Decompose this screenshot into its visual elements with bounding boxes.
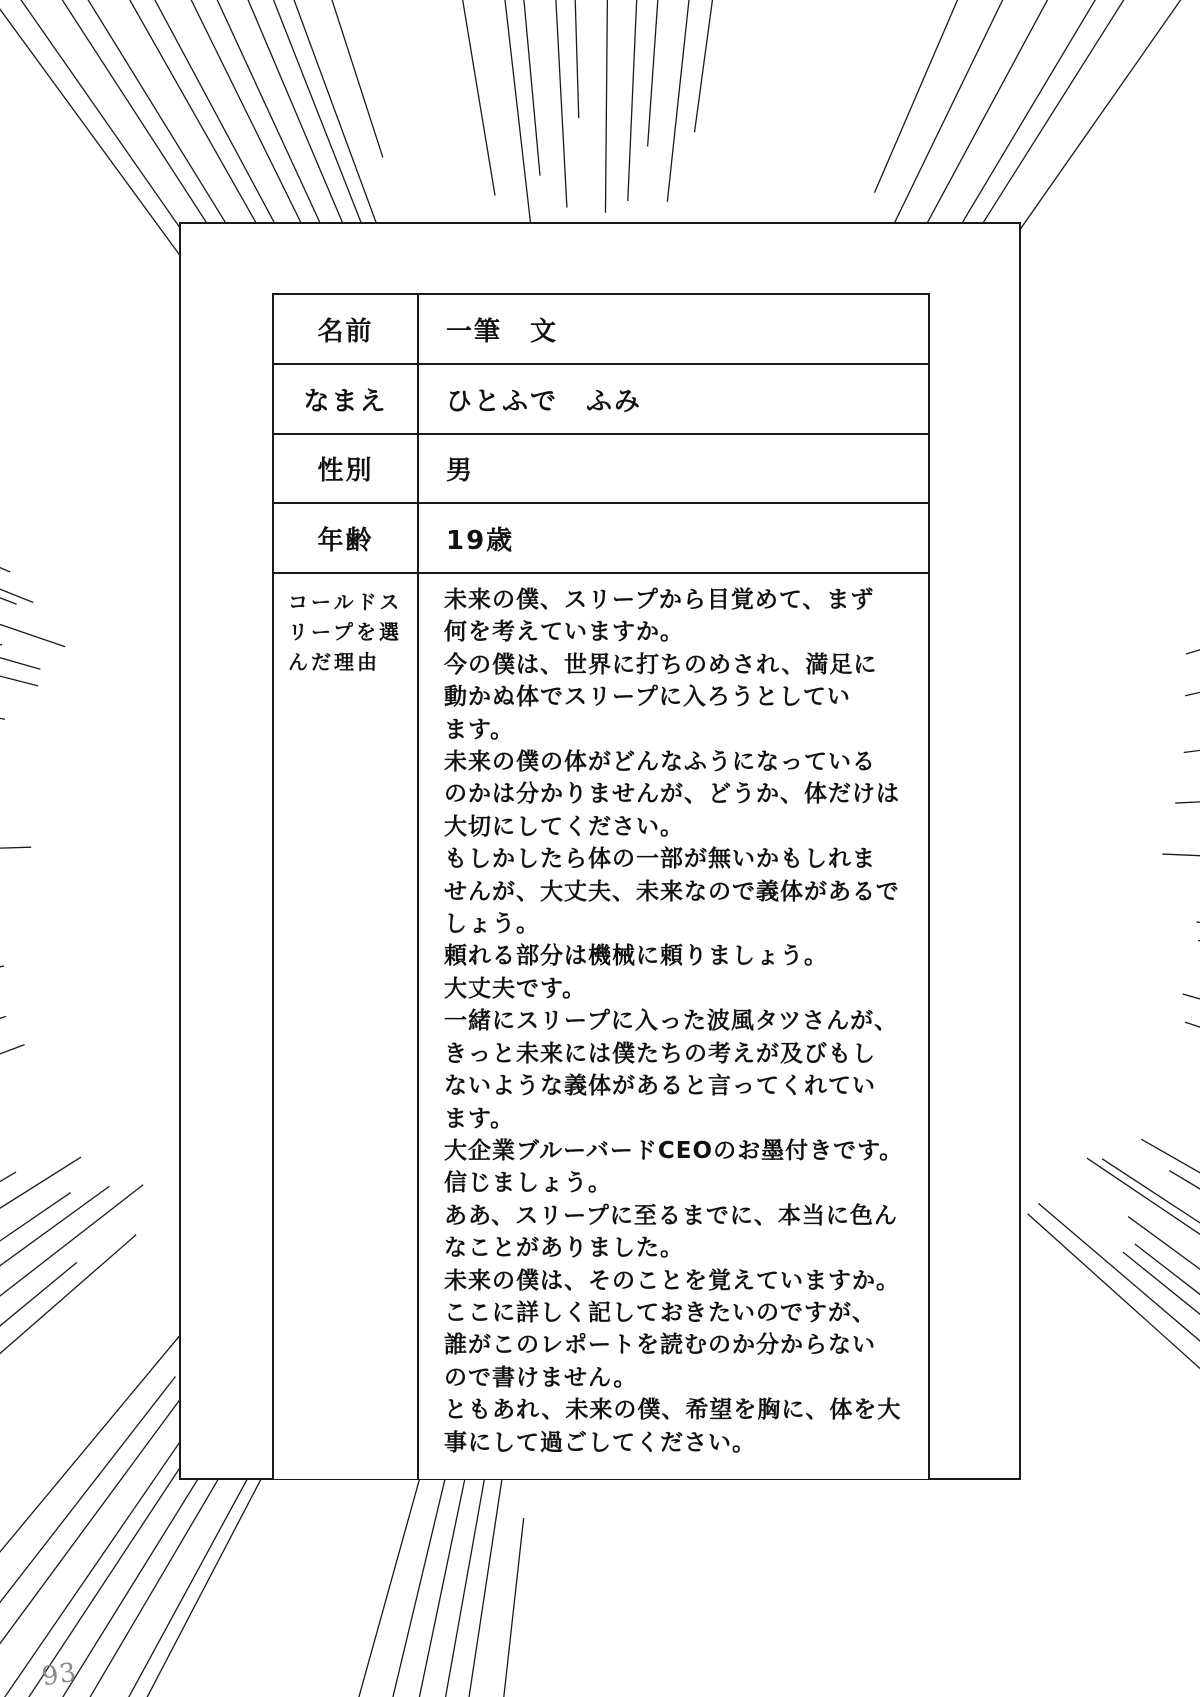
speed-line	[1087, 1158, 1200, 1567]
reason-line: しょう。	[444, 911, 540, 938]
reason-line: 頼れる部分は機械に頼りましょう。	[444, 943, 828, 970]
speed-line	[322, 1465, 468, 1697]
reason-line: のかは分かりませんが、どうか、体だけは	[444, 781, 900, 808]
speed-line	[0, 966, 4, 1120]
speed-line	[450, 1518, 524, 1697]
reason-line: 一緒にスリープに入った波風タツさんが、	[444, 1008, 899, 1035]
reason-line: 未来の僕、スリープから目覚めて、まず	[444, 587, 875, 613]
reason-line: 未来の僕の体がどんなふうになっている	[444, 749, 876, 776]
speed-line	[1185, 539, 1200, 696]
speed-line	[1123, 1252, 1200, 1662]
speed-line	[874, 0, 1135, 193]
speed-line	[1184, 659, 1200, 753]
speed-line	[695, 0, 784, 132]
reading-row	[274, 365, 928, 435]
speed-line	[667, 0, 745, 202]
speed-line	[1162, 854, 1200, 886]
reason-line: ます。	[444, 716, 515, 743]
gender-value: 男	[446, 456, 475, 486]
speed-line	[1197, 922, 1200, 1028]
reason-line: 今の僕は、世界に打ちのめされ、満足に	[444, 651, 878, 678]
reason-line: 何を考えていますか。	[444, 619, 684, 646]
reason-line: 未来の僕は、そのことを覚えていますか。	[444, 1267, 900, 1294]
reason-line: ここに詳しく記しておきたいのですが、	[444, 1299, 876, 1326]
reason-line: せんが、大丈夫、未来なので義体があるで	[444, 878, 900, 905]
reason-line: 事にして過ごしてください。	[444, 1429, 756, 1456]
age-value: 19歳	[446, 525, 515, 556]
speed-line	[0, 1172, 16, 1495]
speed-line	[0, 1235, 136, 1697]
reason-line: ので書けません。	[444, 1364, 638, 1391]
speed-line	[1186, 455, 1200, 654]
speed-line	[0, 0, 279, 232]
speed-line	[0, 1016, 6, 1221]
speed-line	[377, 0, 495, 196]
reason-line: もしかしたら体の一部が無いかもしれま	[444, 846, 876, 873]
speed-line	[0, 305, 10, 572]
speed-line	[0, 407, 65, 647]
name-label: 名前	[317, 316, 374, 347]
speed-line	[1128, 1217, 1200, 1611]
speed-line	[648, 0, 695, 146]
speed-line	[1169, 1171, 1200, 1506]
name-row	[274, 295, 928, 365]
reason-line: 大切にしてください。	[444, 813, 684, 840]
reason-line: きっと未来には僕たちの考えが及びもし	[444, 1040, 876, 1067]
reason-line: 誰がこのレポートを読むのか分からない	[444, 1332, 876, 1359]
speed-line	[1135, 1244, 1200, 1640]
speed-line	[0, 0, 238, 243]
speed-line	[559, 0, 578, 118]
speed-line	[1175, 769, 1200, 803]
speed-line	[0, 1376, 175, 1697]
reason-line: 大企業ブルーバードCEOのお墨付きです。	[444, 1137, 904, 1164]
speed-line	[0, 444, 2, 645]
speed-line	[1185, 1022, 1200, 1237]
page-number: 93	[40, 1657, 80, 1693]
speed-line	[0, 1334, 181, 1697]
reason-line: 大丈夫です。	[444, 975, 587, 1002]
reason-line: なことがありました。	[444, 1235, 684, 1262]
reason-line: ないような義体があると言ってくれてい	[444, 1073, 876, 1100]
speed-line	[0, 1186, 109, 1606]
speed-line	[605, 0, 612, 213]
gender-row	[274, 435, 928, 504]
speed-line	[0, 592, 5, 719]
speed-line	[0, 1262, 77, 1674]
reason-line: 信じましょう。	[444, 1170, 612, 1197]
gender-label: 性別	[317, 456, 374, 486]
reason-label: コールドスリープを選んだ理由	[288, 590, 403, 674]
speed-line	[445, 0, 531, 223]
reason-text	[444, 584, 924, 1459]
speed-line	[1028, 1214, 1200, 1697]
reason-line: 動かぬ体でスリープに入ろうとしてい	[444, 684, 851, 711]
reason-line: ます。	[444, 1105, 515, 1132]
name-value: 一筆 文	[446, 316, 559, 347]
age-row	[274, 504, 928, 574]
speed-line	[0, 343, 33, 603]
age-label: 年齢	[317, 525, 374, 556]
speed-line	[0, 358, 17, 604]
speed-line	[0, 1185, 143, 1642]
profile-card	[272, 293, 930, 1479]
reading-label: なまえ	[303, 386, 388, 417]
reason-line: ああ、スリープに至るまでに、本当に色ん	[444, 1202, 898, 1229]
reading-value: ひとふで ふみ	[446, 386, 643, 417]
speed-line	[0, 847, 31, 869]
reason-line: ともあれ、未来の僕、希望を胸に、体を大	[444, 1397, 902, 1424]
